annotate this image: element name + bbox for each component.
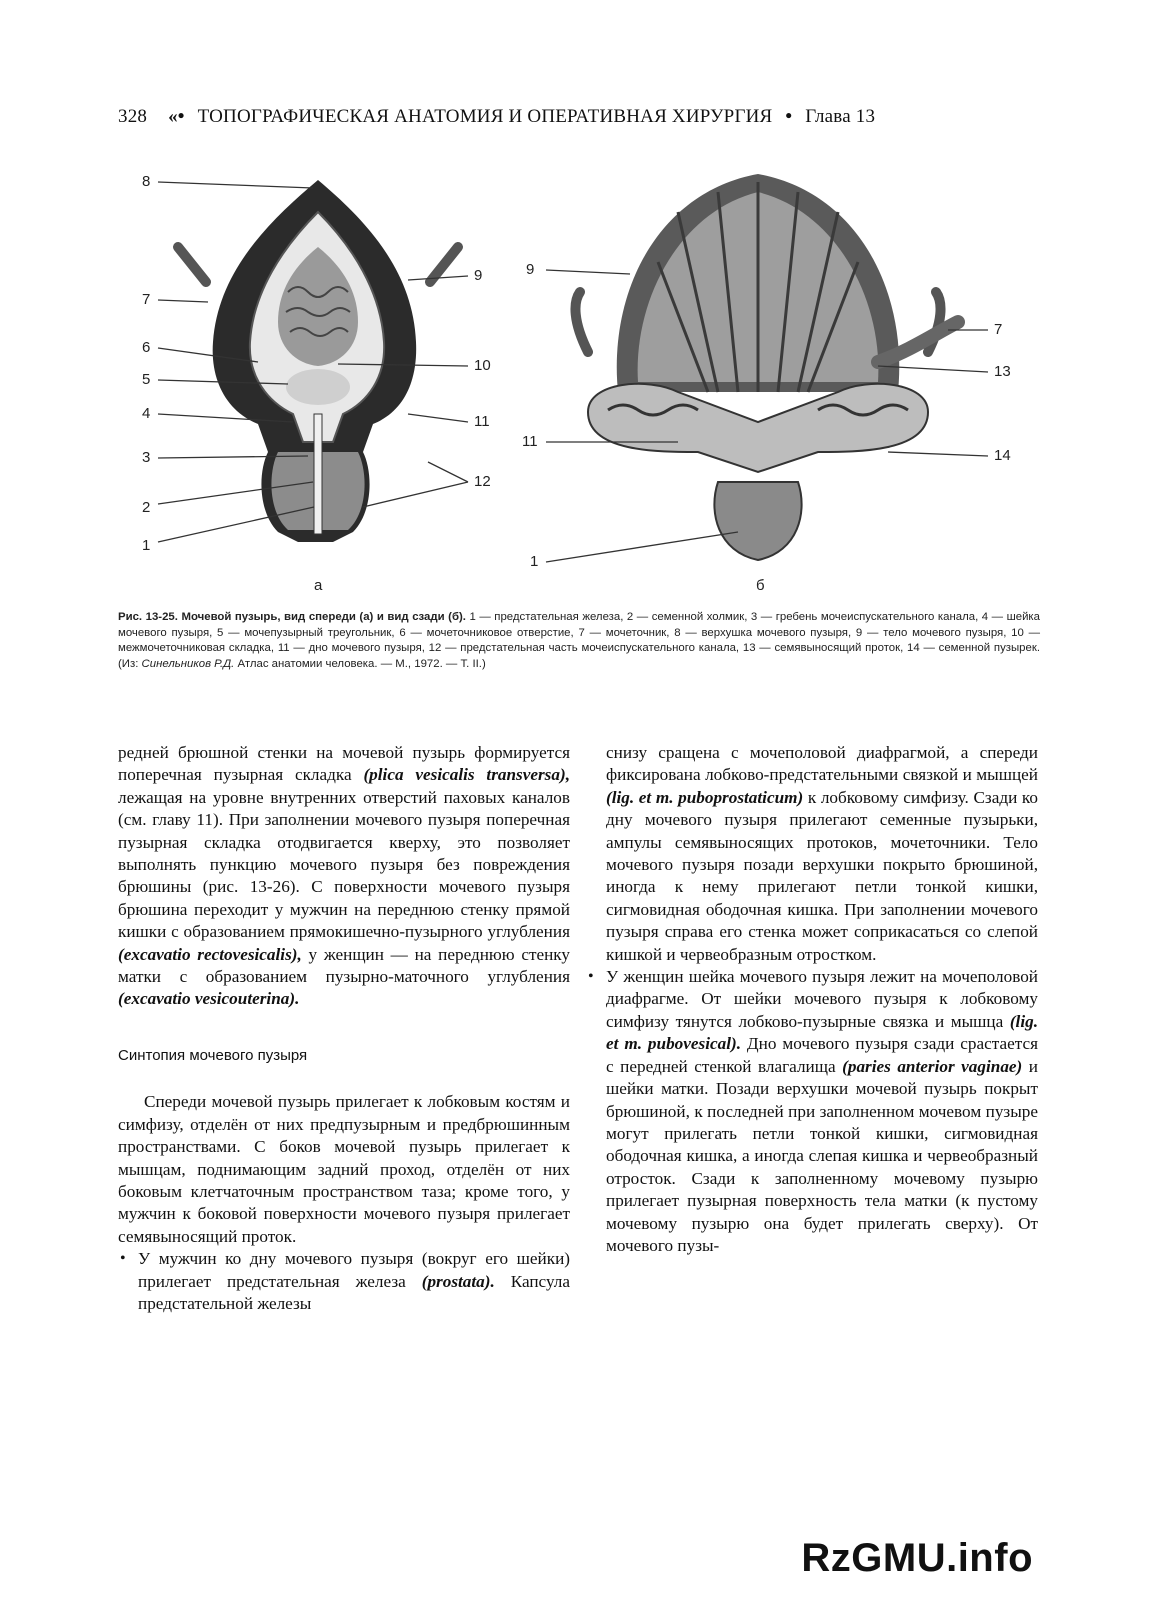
paragraph: Спереди мочевой пузырь прилегает к лобковым костям и симфизу, отделён от них предпузырным и предбрюшинным пространствами. С боков мочевой пузырь прилегает к мышцам, поднимающим задний проход, отделён от них боковым клетчаточным пространством таза; кроме того, у мужчин к боковой поверхности мочевого пузыря прилегает семявыносящий проток. bbox=[118, 1092, 570, 1246]
label-b-14: 14 bbox=[994, 447, 1011, 464]
panel-a-drawing bbox=[178, 180, 458, 542]
label-a-11: 11 bbox=[474, 413, 490, 430]
label-b-13: 13 bbox=[994, 363, 1011, 380]
latin-term: (lig. et m. puboprostaticum) bbox=[606, 787, 804, 807]
label-b-11: 11 bbox=[522, 433, 538, 450]
panel-label-b: б bbox=[756, 577, 765, 594]
chapter-label: Глава 13 bbox=[805, 106, 876, 127]
text-run: Капсула предстательной железы bbox=[138, 1271, 570, 1313]
label-a-6: 6 bbox=[142, 339, 151, 356]
latin-term: (lig. et m. pubovesical). bbox=[606, 1011, 1038, 1054]
text-run: Дно мочевого пузыря сзади срастается с передней стенкой влагалища bbox=[606, 1034, 1038, 1076]
bullet-item bbox=[586, 966, 1038, 1257]
label-a-8: 8 bbox=[142, 173, 151, 190]
panel-label-a: а bbox=[314, 577, 323, 594]
left-column bbox=[118, 742, 570, 1315]
figure-caption bbox=[118, 610, 1040, 700]
label-a-4: 4 bbox=[142, 405, 151, 422]
latin-term: (plica vesicalis transversa), bbox=[363, 765, 570, 785]
section-subheading: Синтопия мочевого пузыря bbox=[118, 1046, 308, 1064]
book-title: ТОПОГРАФИЧЕСКАЯ АНАТОМИЯ И ОПЕРАТИВНАЯ ХИРУРГИЯ bbox=[197, 106, 773, 127]
bladder-illustration bbox=[118, 152, 1038, 602]
label-a-10: 10 bbox=[474, 357, 491, 374]
bullet-marker: • bbox=[120, 1250, 126, 1268]
label-a-5: 5 bbox=[142, 371, 151, 388]
page-number: 328 bbox=[118, 106, 148, 127]
label-a-12: 12 bbox=[474, 473, 491, 490]
label-a-9: 9 bbox=[474, 267, 483, 284]
label-a-1: 1 bbox=[142, 537, 151, 554]
site-watermark: RzGMU.info bbox=[801, 1536, 1033, 1580]
caption-source: Атлас анатомии человека. — М., 1972. — Т. II.) bbox=[234, 657, 486, 670]
bladder-figure bbox=[118, 152, 1038, 602]
caption-text: 1 — предстательная железа, 2 — семенной холмик, 3 — гребень мочеиспускательного канала, 4 — шейка мочевого пузыря, 5 — мочепузырный треугольник, 6 — мочеточниковое отверстие, 7 — мочеточник, 8 — верхушка мочевого пузыря, 9 — тело мочевого пузыря, 10 — межмочеточниковая складка, 11 — дно мочевого пузыря, 12 — предстательная часть мочеиспускательного канала, 13 — семявыносящий проток, 14 — семенной пузырек. (Из: bbox=[118, 611, 1040, 670]
text-run: редней брюшной стенки на мочевой пузырь формируется поперечная пузырная складка bbox=[118, 743, 570, 785]
paragraph bbox=[586, 742, 1038, 966]
label-b-1: 1 bbox=[530, 553, 539, 570]
paragraph bbox=[118, 742, 570, 1011]
label-b-9: 9 bbox=[526, 261, 535, 278]
label-a-3: 3 bbox=[142, 449, 151, 466]
running-header bbox=[118, 106, 998, 134]
bullet-marker: • bbox=[588, 968, 594, 986]
text-run: и шейки матки. Позади верхушки мочевой пузырь покрыт брюшиной, к последней при заполненном мочевом пузыре могут прилегать петли тонкой кишки, сигмовидная ободочная кишка, а иногда слепая кишка и червеобразный отросток. Сзади к заполненному мочевому пузырю прилегает пузырная поверхность тела матки (к пустому мочевому пузырю она будет прилегать сверху). От мочевого пузы- bbox=[606, 1056, 1038, 1255]
header-separator-right: • bbox=[785, 106, 793, 127]
latin-term: (prostata). bbox=[421, 1271, 495, 1291]
label-a-2: 2 bbox=[142, 499, 151, 516]
latin-term: (excavatio vesicouterina). bbox=[118, 989, 300, 1009]
text-run: к лобковому симфизу. Сзади ко дну мочевого пузыря прилегают семенные пузырьки, ампулы семявыносящих протоков, мочеточники. Тело мочевого пузыря позади верхушки покрыто брюшиной, иногда к нему прилегают петли тонкой кишки, сигмовидная ободочная кишка. При заполнении мочевого пузыря справа его стенка может соприкасаться со слепой кишкой и червеобразным отростком. bbox=[606, 787, 1038, 964]
latin-term: (paries anterior vaginae) bbox=[842, 1056, 1023, 1076]
right-column bbox=[586, 742, 1038, 1257]
text-run: У мужчин ко дну мочевого пузыря (вокруг его шейки) прилегает предстательная железа bbox=[138, 1249, 570, 1291]
header-separator-left: «• bbox=[168, 106, 185, 127]
caption-source-author: Синельников Р.Д. bbox=[141, 657, 235, 670]
label-b-7: 7 bbox=[994, 321, 1003, 338]
latin-term: (excavatio rectovesicalis), bbox=[118, 944, 302, 964]
text-run: лежащая на уровне внутренних отверстий паховых каналов (см. главу 11). При заполнении мочевого пузыря поперечная пузырная складка отодвигается кверху, это позволяет выполнять пункцию мочевого пузыря без повреждения брюшины (рис. 13-26). С поверхности мочевого пузыря брюшина переходит у мужчин на переднюю стенку прямой кишки с образованием прямокишечно-пузырного углубления bbox=[118, 787, 570, 942]
bullet-item bbox=[118, 1248, 570, 1315]
label-a-7: 7 bbox=[142, 291, 151, 308]
caption-title: Рис. 13-25. Мочевой пузырь, вид спереди (а) и вид сзади (б). bbox=[118, 611, 466, 623]
text-run: у женщин — на переднюю стенку матки с образованием пузырно-маточного углубления bbox=[118, 944, 571, 987]
text-run: снизу сращена с мочеполовой диафрагмой, а спереди фиксирована лобково-предстательными связкой и мышцей bbox=[606, 743, 1038, 785]
text-run: У женщин шейка мочевого пузыря лежит на мочеполовой диафрагме. От шейки мочевого пузыря к лобковому симфизу тянутся лобково-пузырные связка и мышца bbox=[606, 967, 1038, 1031]
